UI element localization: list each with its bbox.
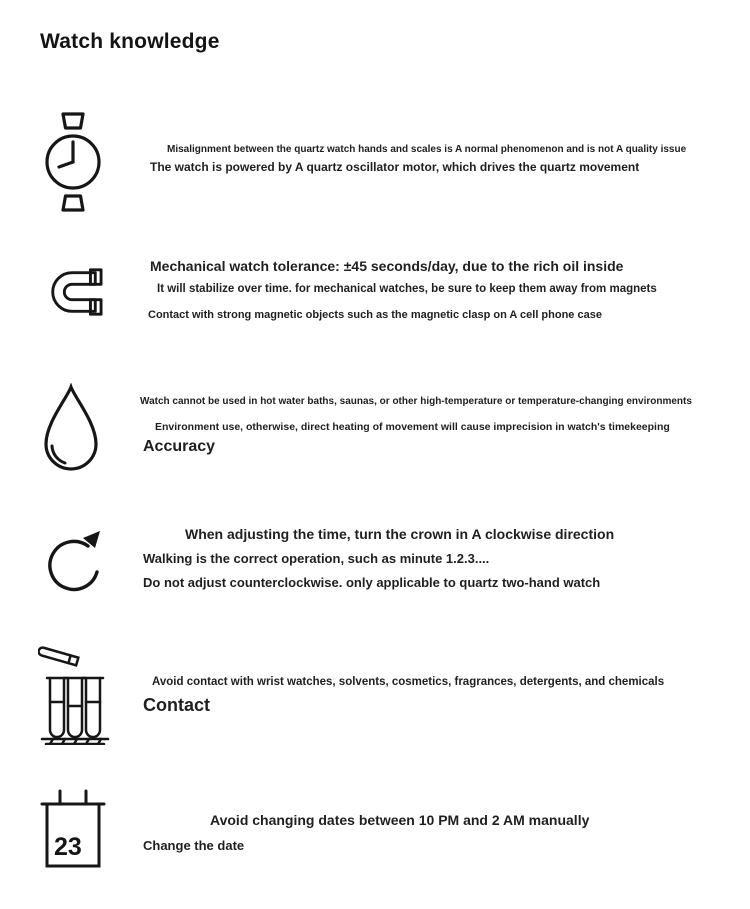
date-change-warning-line: Avoid changing dates between 10 PM and 2 AM manually — [210, 812, 590, 828]
counterclockwise-warning-line: Do not adjust counterclockwise. only applicable to quartz two-hand watch — [143, 575, 601, 590]
magnet-icon — [45, 262, 103, 322]
test-tubes-icon — [38, 644, 111, 745]
calendar-icon — [40, 788, 106, 874]
magnetic-objects-line: Contact with strong magnetic objects such as the magnetic clasp on A cell phone case — [148, 309, 602, 321]
rotate-clockwise-icon — [45, 520, 107, 600]
quartz-movement-description: The watch is powered by A quartz oscillator motor, which drives the quartz movement — [150, 160, 640, 174]
page-title: Watch knowledge — [40, 30, 220, 53]
clockwise-instruction-line: When adjusting the time, turn the crown in A clockwise direction — [185, 526, 615, 542]
correct-operation-line: Walking is the correct operation, such as minute 1.2.3.... — [143, 551, 490, 566]
heat-imprecision-line: Environment use, otherwise, direct heating of movement will cause imprecision in watch's timekeeping — [155, 421, 670, 433]
change-date-heading: Change the date — [143, 838, 245, 853]
calendar-day-number: 23 — [54, 833, 82, 861]
contact-heading: Contact — [143, 695, 210, 715]
water-drop-icon — [40, 383, 102, 480]
accuracy-heading: Accuracy — [143, 438, 216, 455]
chemicals-warning-line: Avoid contact with wrist watches, solvents, cosmetics, fragrances, detergents, and chemicals — [152, 676, 665, 688]
wristwatch-icon — [45, 112, 101, 212]
quartz-misalignment-note: Misalignment between the quartz watch hands and scales is A normal phenomenon and is not A quality issue — [167, 144, 687, 155]
hot-water-warning-line: Watch cannot be used in hot water baths, saunas, or other high-temperature or temperature-changing environments — [140, 396, 692, 407]
mechanical-tolerance-line: Mechanical watch tolerance: ±45 seconds/day, due to the rich oil inside — [150, 258, 624, 274]
magnet-warning-line: It will stabilize over time. for mechanical watches, be sure to keep them away from magnets — [157, 283, 657, 295]
